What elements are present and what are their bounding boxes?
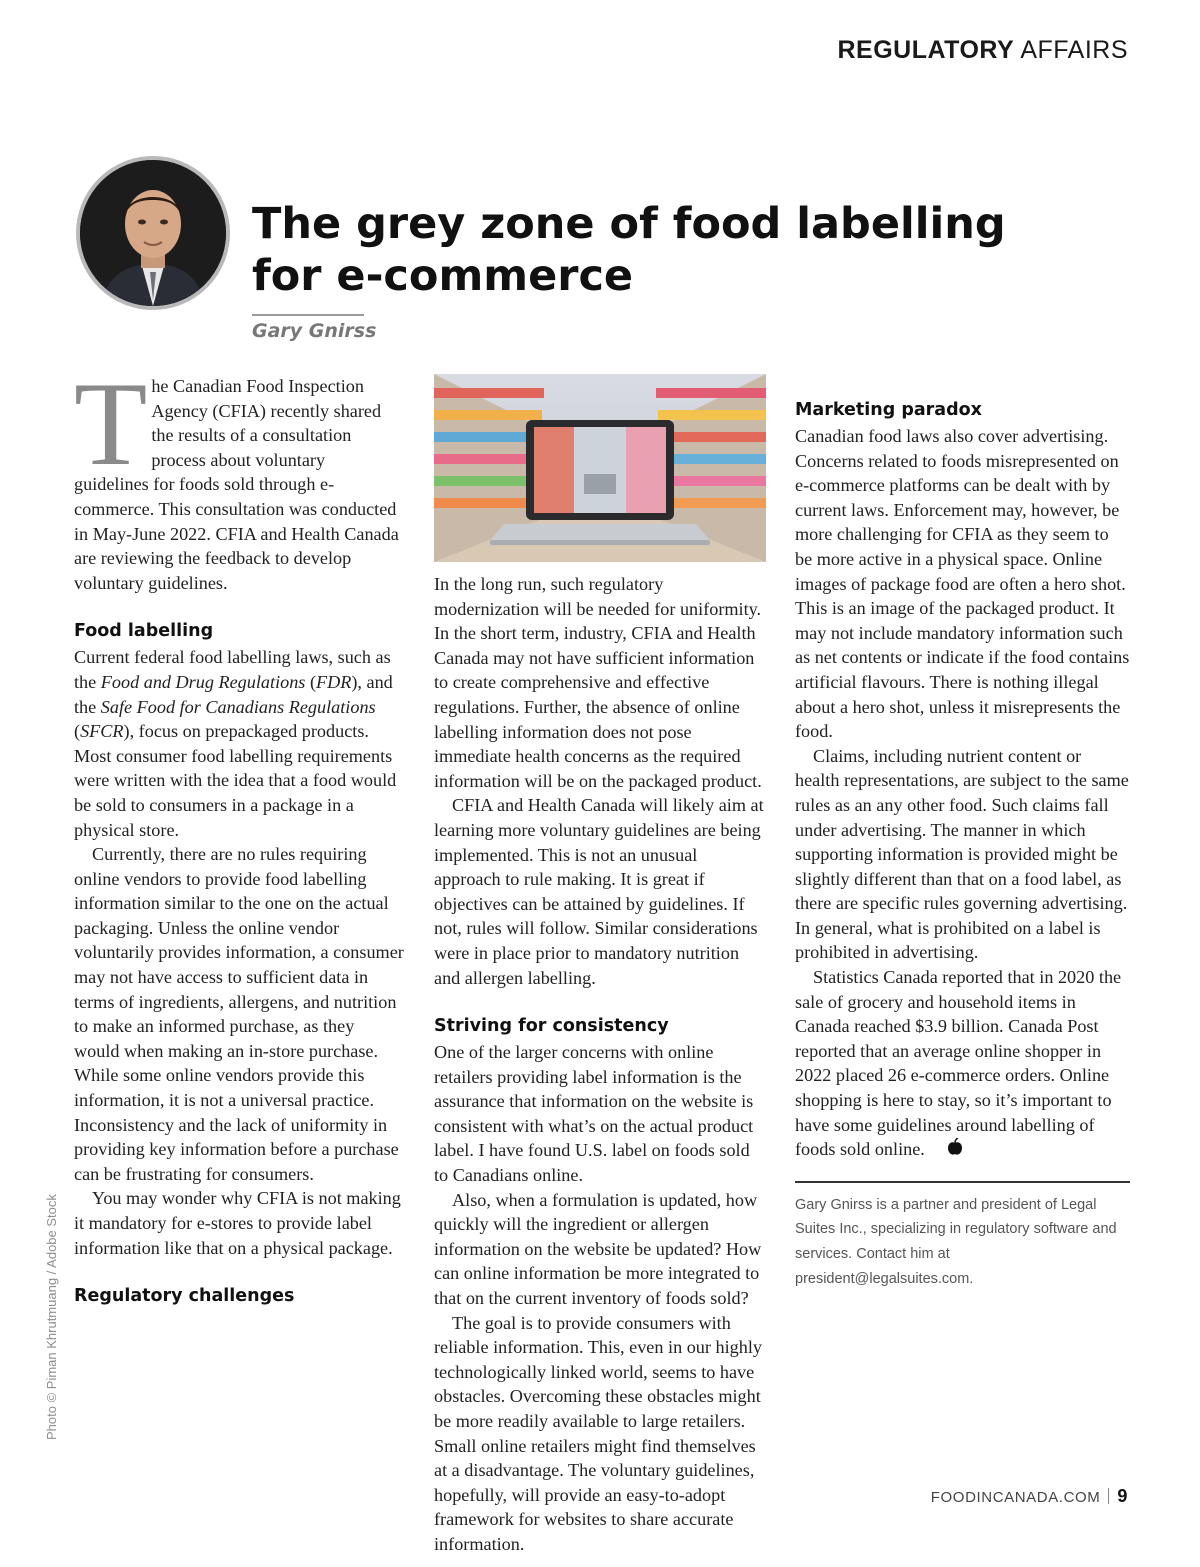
food-labelling-paragraph-1 — [74, 645, 404, 842]
article-title-line-2: for e-commerce — [252, 251, 634, 301]
intro-paragraph — [74, 357, 404, 595]
byline: Gary Gnirss — [252, 320, 377, 342]
heading-regulatory-challenges: Regulatory challenges — [74, 1286, 295, 1307]
apple-end-mark-icon — [929, 1138, 963, 1163]
author-photo — [76, 156, 230, 310]
footer-separator — [1108, 1488, 1109, 1504]
marketing-paragraph-2: Claims, including nutrient content or health representations, are subject to the same rules as an any other food. Such claims fall under advertising. The manner in which supporting information is provided might be slightly different than that on a food label, as there are specific rules governing advertising. In general, what is prohibited on a label is prohibited in advertising. — [795, 745, 1129, 963]
article-image-laptop-grocery — [434, 374, 766, 562]
text-run: ), and the — [74, 671, 393, 717]
page-number: 9 — [1117, 1486, 1128, 1506]
title-divider — [252, 314, 364, 316]
footer-site: FOODINCANADA.COM — [930, 1489, 1101, 1506]
food-labelling-paragraph-3: You may wonder why CFIA is not making it mandatory for e-stores to provide label information like that on a physical package. — [74, 1188, 401, 1258]
section-header-bold: REGULATORY — [837, 36, 1015, 64]
regulatory-challenges-paragraph-1: In the long run, such regulatory modernization will be needed for uniformity. In the short term, industry, CFIA and Health Canada may not have sufficient information to create comprehensive and effective regulations. Further, the absence of online labelling information does not pose immediate health concerns as the required information will be on the packaged product. — [434, 574, 762, 791]
text-run: ), focus on prepackaged products. Most consumer food labelling requirements were written with the idea that a food would be sold to consumers in a package in a physical store. — [74, 721, 397, 840]
heading-marketing-paradox: Marketing paradox — [795, 400, 982, 420]
regulatory-challenges-paragraph-2: CFIA and Health Canada will likely aim at learning more voluntary guidelines are being implemented. This is not an unusual approach to rule making. It is great if objectives can be attained by guidelines. If not, rules will follow. Similar considerations were in place prior to mandatory nutrition and allergen labelling. — [434, 795, 764, 988]
fdr-abbr: FDR — [316, 671, 352, 692]
section-header — [837, 36, 1128, 65]
drop-cap: T — [74, 357, 148, 490]
marketing-paragraph-3-text: Statistics Canada reported that in 2020 the sale of grocery and household items in Canada reached $3.9 billion. Canada Post reported that an average online shopper in 2022 placed 26 e-commerce orders. Online shopping is here to stay, so it’s important to have some guidelines around labelling of foods sold online. — [795, 967, 1122, 1160]
intro-text: he Canadian Food Inspection Agency (CFIA) recently shared the results of a consultation process about voluntary guidelines for foods sold through e-commerce. This consultation was conducted in May-June 2022. CFIA and Health Canada are reviewing the feedback to develop voluntary guidelines. — [74, 376, 399, 593]
consistency-paragraph-2: Also, when a formulation is updated, how quickly will the ingredient or allergen information on the website be updated? How can online information be more integrated to that on the current inventory of foods sold? — [434, 1189, 762, 1309]
sfcr-abbr: SFCR — [80, 721, 124, 742]
column-2 — [434, 374, 766, 1557]
marketing-paragraph-1: Canadian food laws also cover advertising. Concerns related to foods misrepresented on e-commerce platforms can be dealt with by current laws. Enforcement may, however, be more challenging for CFIA as they seem to be more active in a physical space. Online images of package food are often a hero shot. This is an image of the packaged product. It may not include mandatory information such as net contents or indicate if the food contains artificial flavours. There is nothing illegal about a hero shot, unless it misrepresents the food. — [795, 426, 1130, 742]
marketing-paragraph-3 — [795, 965, 1130, 1163]
consistency-paragraph-1: One of the larger concerns with online retailers providing label information is the assurance that information on the website is consistent with what’s on the actual product label. I have found U.S. label on foods sold to Canadians online. — [434, 1042, 754, 1186]
page-footer — [931, 1486, 1128, 1507]
text-run: ( — [74, 721, 81, 742]
article-title — [252, 198, 1006, 302]
food-labelling-paragraph-2: Currently, there are no rules requiring online vendors to provide food labelling information similar to the one on the actual packaging. Unless the online vendor voluntarily provides information, a consumer may not have access to sufficient data in terms of ingredients, allergens, and nutrition to make an informed purchase, as they would when making an in-store purchase. While some online vendors provide this information, it is not a universal practice. Inconsistency and the lack of uniformity in providing key information before a purchase can be frustrating for consumers. — [74, 844, 404, 1184]
text-run: Current federal food labelling laws, such as the — [74, 647, 391, 692]
heading-striving-for-consistency: Striving for consistency — [434, 1016, 669, 1037]
text-run: ( — [305, 671, 316, 692]
bio-divider — [795, 1181, 1130, 1183]
consistency-paragraph-3: The goal is to provide consumers with reliable information. This, even in our highly technologically linked world, seems to have obstacles. Overcoming these obstacles might be more readily available to large retailers. Small online retailers might find themselves at a disadvantage. The voluntary guidelines, hopefully, will provide an easy-to-adopt framework for websites to share accurate information. — [434, 1312, 762, 1554]
author-bio: Gary Gnirss is a partner and president of Legal Suites Inc., specializing in regulatory software and services. Contact him at president@legalsuites.com. — [795, 1196, 1117, 1287]
column-1 — [74, 357, 404, 1310]
heading-food-labelling: Food labelling — [74, 621, 214, 642]
column-3 — [795, 374, 1130, 1291]
sfcr-name: Safe Food for Canadians Regulations — [100, 696, 376, 717]
section-header-light: AFFAIRS — [1020, 36, 1128, 64]
fdr-name: Food and Drug Regulations — [100, 671, 306, 692]
photo-credit: Photo © Piman Khrutmuang / Adobe Stock — [44, 1194, 59, 1440]
article-title-line-1: The grey zone of food labelling — [252, 199, 1006, 249]
